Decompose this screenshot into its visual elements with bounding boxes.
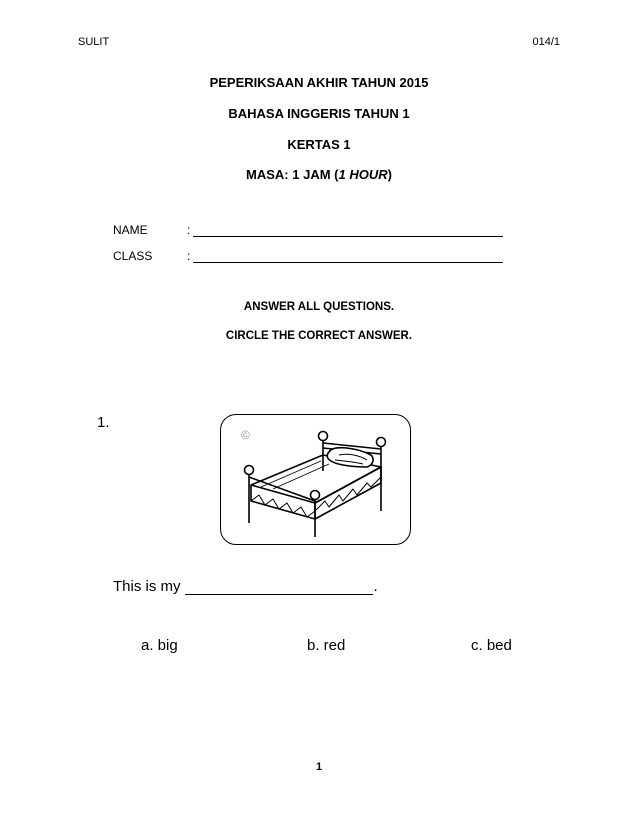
bed-icon — [221, 415, 409, 543]
answer-blank[interactable] — [185, 579, 373, 595]
question-sentence — [113, 578, 378, 595]
sentence-prefix: This is my — [113, 578, 181, 595]
duration-title — [0, 167, 638, 182]
subject-title: BAHASA INGGERIS TAHUN 1 — [228, 106, 410, 121]
question-number: 1. — [97, 414, 110, 431]
copyright-mark: © — [241, 428, 250, 442]
duration-suffix: ) — [387, 167, 392, 182]
paper-title: KERTAS 1 — [287, 137, 351, 152]
name-field-line[interactable] — [193, 224, 503, 237]
question-image-frame — [220, 414, 411, 545]
class-field-row — [113, 249, 503, 263]
page-number: 1 — [315, 761, 323, 773]
instruction-circle: CIRCLE THE CORRECT ANSWER. — [225, 330, 413, 342]
option-b[interactable]: b. red — [307, 637, 346, 654]
class-colon: : — [187, 249, 191, 263]
sentence-suffix: . — [373, 578, 378, 595]
duration-italic: 1 HOUR — [338, 167, 388, 182]
name-label: NAME — [113, 223, 148, 237]
class-field-line[interactable] — [193, 250, 503, 263]
header-right: 014/1 — [532, 36, 560, 48]
name-colon: : — [187, 223, 191, 237]
option-a[interactable]: a. big — [141, 637, 178, 654]
duration-prefix: MASA: 1 JAM ( — [246, 167, 339, 182]
class-label: CLASS — [113, 249, 153, 263]
option-c[interactable]: c. bed — [471, 637, 512, 654]
name-field-row — [113, 223, 503, 237]
exam-title: PEPERIKSAAN AKHIR TAHUN 2015 — [209, 75, 429, 90]
header-left: SULIT — [78, 36, 110, 48]
instruction-answer-all: ANSWER ALL QUESTIONS. — [243, 301, 395, 313]
